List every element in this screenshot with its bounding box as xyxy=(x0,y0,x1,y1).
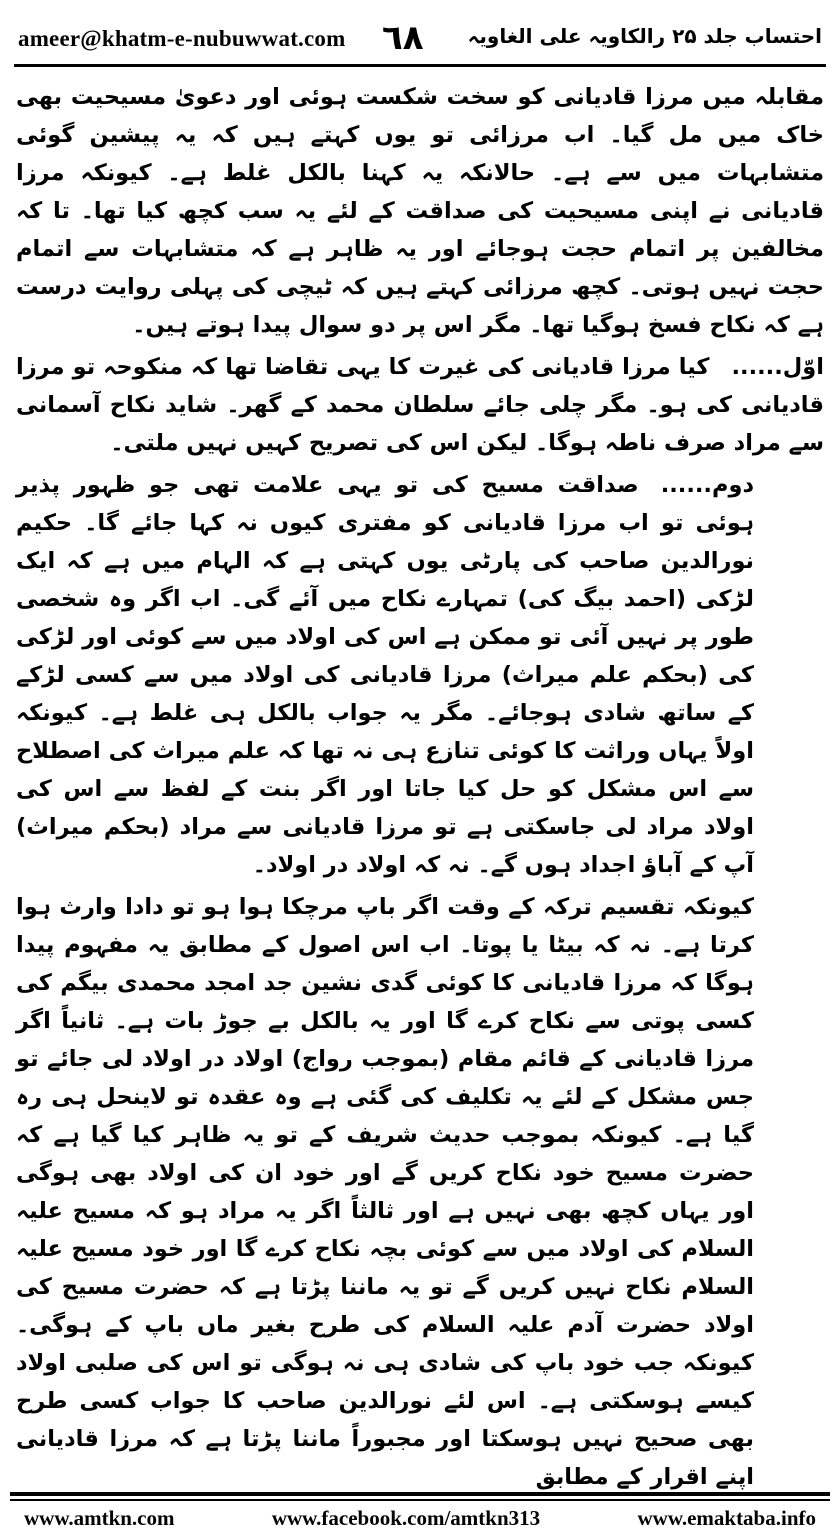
book-title: احتساب جلد ۲۵ رالکاویہ علی الغاویہ xyxy=(467,24,822,48)
paragraph-2 xyxy=(16,348,824,462)
paragraph-2-label: اوّل...... xyxy=(731,354,824,380)
page-body xyxy=(16,78,824,1488)
footer-link-facebook[interactable]: www.facebook.com/amtkn313 xyxy=(271,1506,541,1530)
footer-divider xyxy=(10,1492,830,1501)
paragraph-3-label: دوم...... xyxy=(660,472,754,498)
page-header xyxy=(14,18,826,62)
header-divider xyxy=(14,64,826,67)
paragraph-3-text: صداقت مسیح کی تو یہی علامت تھی جو ظہور پذیر ہوئی تو اب مرزا قادیانی کو مفتری کیوں نہ کہا جائے گا۔ حکیم نورالدین صاحب کی پارٹی یوں کہتی ہے کہ الہام میں ہے کہ ایک لڑکی (احمد بیگ کی) تمہارے نکاح میں آئے گی۔ اب اگر وہ شخصی طور پر نہیں آئی تو ممکن ہے اس کی اولاد میں سے کوئی اور لڑکی کی (بحکم علم میراث) مرزا قادیانی کی اولاد میں سے کسی لڑکے کے ساتھ شادی ہوجائے۔ مگر یہ جواب بالکل ہی غلط ہے۔ کیونکہ اولاً یہاں وراثت کا کوئی تنازع ہی نہ تھا کہ علم میراث کی اصطلاح سے اس مشکل کو حل کیا جاتا اور اگر بنت کے لفظ سے اس کی اولاد مراد لی جاسکتی ہے تو مرزا قادیانی سے مراد (بحکم میراث) آپ کے آباؤ اجداد ہوں گے۔ نہ کہ اولاد در اولاد۔ xyxy=(16,472,754,878)
page-number: ٦٨ xyxy=(382,18,424,58)
paragraph-1: مقابلہ میں مرزا قادیانی کو سخت شکست ہوئی اور دعویٰ مسیحیت بھی خاک میں مل گیا۔ اب مرزائی تو یوں کہتے ہیں کہ یہ پیشین گوئی متشابہات میں سے ہے۔ حالانکہ یہ کہنا بالکل غلط ہے۔ کیونکہ مرزا قادیانی نے اپنی مسیحیت کی صداقت کے لئے یہ سب کچھ کیا تھا۔ تا کہ مخالفین پر اتمام حجت ہوجائے اور یہ ظاہر ہے کہ متشابہات سے اتمام حجت نہیں ہوتی۔ کچھ مرزائی کہتے ہیں کہ ٹیچی کی پہلی روایت درست ہے کہ نکاح فسخ ہوگیا تھا۔ مگر اس پر دو سوال پیدا ہوتے ہیں۔ xyxy=(16,84,824,338)
paragraph-4: کیونکہ تقسیم ترکہ کے وقت اگر باپ مرچکا ہوا ہو تو دادا وارث ہوا کرتا ہے۔ نہ کہ بیٹا یا پوتا۔ اب اس اصول کے مطابق یہ مفہوم پیدا ہوگا کہ مرزا قادیانی کا کوئی گدی نشین جد امجد محمدی بیگم کی کسی پوتی سے نکاح کرے گا اور یہ بالکل بے جوڑ بات ہے۔ ثانیاً اگر مرزا قادیانی کے قائم مقام (بموجب رواج) اولاد در اولاد لی جائے تو جس مشکل کے لئے یہ تکلیف کی گئی ہے وہ عقدہ تو لاینحل ہی رہ گیا ہے۔ کیونکہ بموجب حدیث شریف کے تو یہ ظاہر کیا گیا ہے کہ حضرت مسیح خود نکاح کریں گے اور خود ان کی اولاد بھی ہوگی اور یہاں کچھ بھی نہیں ہے اور ثالثاً اگر یہ مراد ہو کہ مسیح علیہ السلام کی اولاد میں سے کوئی بچہ نکاح کرے گا اور خود مسیح علیہ السلام نکاح نہیں کریں گے تو یہ ماننا پڑتا ہے کہ حضرت مسیح کی اولاد حضرت آدم علیہ السلام کی طرح بغیر ماں باپ کے ہوگی۔ کیونکہ جب خود باپ کی شادی ہی نہ ہوگی تو اس کی صلبی اولاد کیسے ہوسکتی ہے۔ اس لئے نورالدین صاحب کا جواب کسی طرح بھی صحیح نہیں ہوسکتا اور مجبوراً ماننا پڑتا ہے کہ مرزا قادیانی اپنے اقرار کے مطابق xyxy=(16,894,754,1490)
header-email: ameer@khatm-e-nubuwwat.com xyxy=(18,26,346,51)
paragraph-2-text: کیا مرزا قادیانی کی غیرت کا یہی تقاضا تھا کہ منکوحہ تو مرزا قادیانی کی ہو۔ مگر چلی جائے سلطان محمد کے گھر۔ شاید نکاح آسمانی سے مراد صرف ناطہ ہوگا۔ لیکن اس کی تصریح کہیں نہیں ملتی۔ xyxy=(16,354,824,456)
paragraph-3 xyxy=(16,466,824,884)
footer-link-emaktaba[interactable]: www.emaktaba.info xyxy=(637,1506,816,1530)
page-footer xyxy=(10,1506,830,1532)
footer-link-amtkn[interactable]: www.amtkn.com xyxy=(24,1506,175,1530)
